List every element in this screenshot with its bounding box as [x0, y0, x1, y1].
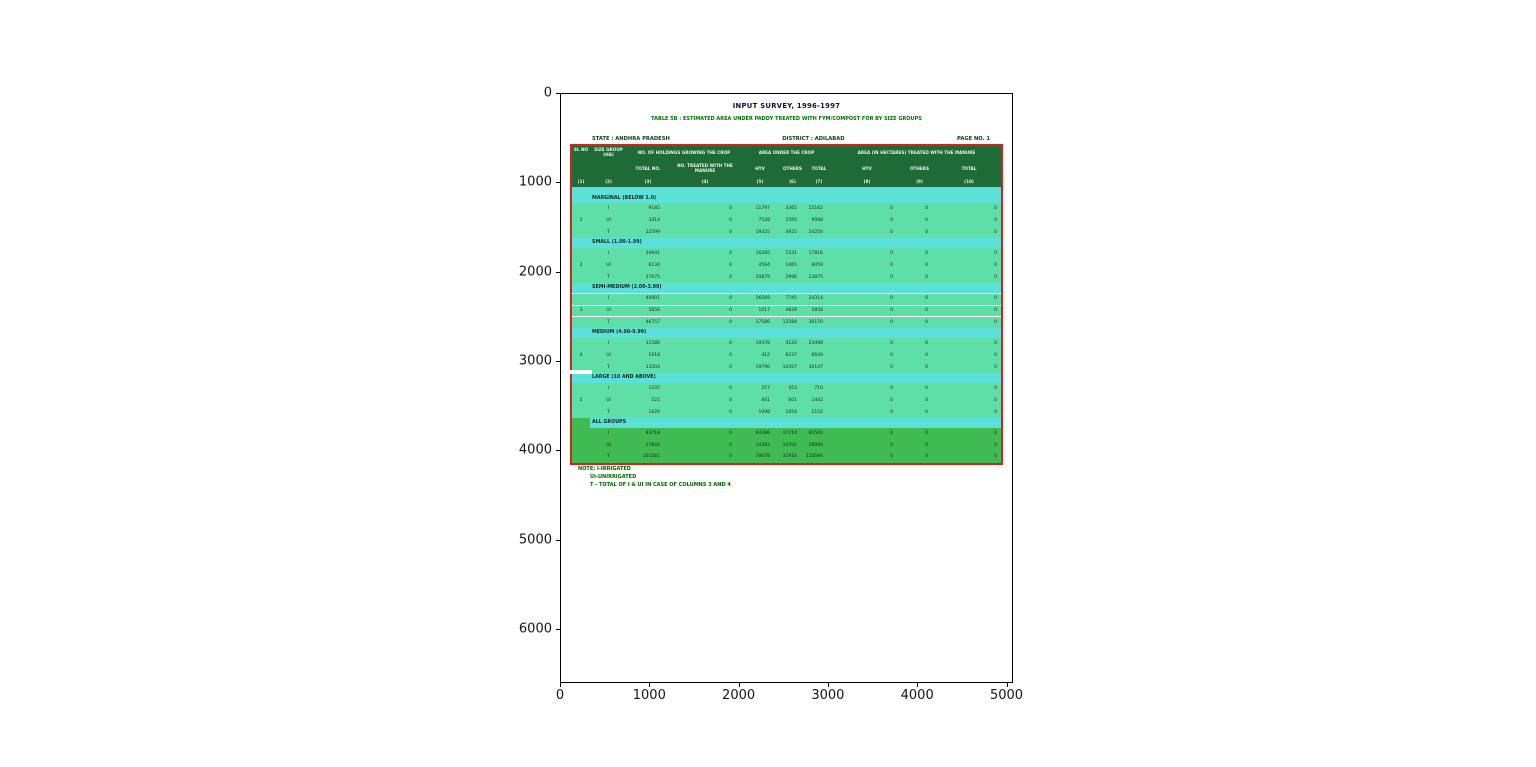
table-cell: 0: [890, 262, 893, 268]
table-cell: 0: [994, 262, 997, 268]
row-type-label: T: [607, 229, 610, 235]
table-cell: 24250: [808, 229, 823, 235]
table-cell: 841: [761, 397, 770, 403]
table-cell: 1560: [785, 217, 797, 223]
table-cell: 0: [925, 307, 928, 313]
table-cell: 11797: [755, 206, 770, 212]
table-cell: 0: [729, 262, 732, 268]
table-cell: 0: [994, 352, 997, 358]
table-cell: 0: [994, 397, 997, 403]
column-number: (9): [916, 179, 923, 185]
table-cell: 0: [890, 431, 893, 437]
row-type-label: T: [607, 364, 610, 370]
size-group-label: MARGINAL (BELOW 1.0): [572, 193, 1001, 203]
table-cell: 15162: [808, 206, 823, 212]
table-cell: 12599: [645, 229, 660, 235]
y-tick-mark: [556, 93, 560, 94]
table-cell: 0: [994, 442, 997, 448]
serial-number: 2: [579, 262, 583, 268]
table-cell: 20879: [755, 274, 770, 280]
table-cell: 521: [651, 397, 660, 403]
table-cell: 17843: [645, 442, 660, 448]
table-cell: 1098: [758, 409, 770, 415]
size-group-label: LARGE (10 AND ABOVE): [572, 373, 1001, 383]
table-cell: 0: [925, 442, 928, 448]
table-cell: 0: [729, 397, 732, 403]
table-cell: 1918: [648, 352, 660, 358]
row-type-label: T: [607, 454, 610, 460]
table-cell: 0: [890, 409, 893, 415]
table-cell: 10357: [782, 364, 797, 370]
table-cell: 0: [925, 364, 928, 370]
header-treated-area-group: AREA (IN HECTARES) TREATED WITH THE MANURE: [857, 149, 976, 155]
y-axis-tick-label: 0: [543, 85, 552, 101]
table-cell: 16569: [755, 296, 770, 302]
y-tick-mark: [556, 629, 560, 630]
table-cell: 0: [925, 386, 928, 392]
table-cell: 0: [925, 352, 928, 358]
header-sl-no: SL NO: [573, 147, 589, 152]
table-cell: 1105: [648, 386, 660, 392]
header-treated-others: OTHERS: [909, 165, 930, 171]
row-type-label: I: [607, 386, 610, 392]
table-cell: 0: [994, 454, 997, 460]
table-cell: 0: [890, 386, 893, 392]
y-axis-tick-label: 3000: [518, 353, 552, 369]
table-cell: 12584: [782, 319, 797, 325]
table-cell: 0: [729, 409, 732, 415]
table-cell: 710: [814, 386, 823, 392]
table-cell: 20941: [645, 251, 660, 257]
table-cell: 30147: [808, 364, 823, 370]
row-type-label: I: [607, 296, 610, 302]
table-cell: 0: [925, 431, 928, 437]
x-axis-tick-label: 4000: [900, 688, 934, 703]
row-type-label: UI: [606, 217, 611, 223]
table-cell: 0: [890, 307, 893, 313]
header-area-group: AREA UNDER THE CROP: [758, 149, 815, 155]
header-area-others: OTHERS: [782, 165, 803, 171]
table-cell: 0: [925, 319, 928, 325]
table-section: [572, 238, 1001, 283]
serial-number: 3: [579, 307, 583, 313]
table-cell: 6134: [648, 262, 660, 268]
table-cell: 0: [729, 364, 732, 370]
table-cell: 4120: [785, 341, 797, 347]
column-number: (8): [863, 179, 871, 185]
table-cell: 0: [890, 442, 893, 448]
row-type-label: I: [607, 431, 610, 437]
serial-number: 5: [579, 397, 583, 403]
table-cell: 81500: [808, 431, 823, 437]
y-axis-tick-label: 4000: [518, 442, 552, 458]
table-cell: 1054: [785, 409, 797, 415]
table-cell: 0: [925, 296, 928, 302]
table-cell: 0: [994, 364, 997, 370]
x-axis-tick-label: 3000: [811, 688, 845, 703]
table-cell: 0: [890, 274, 893, 280]
table-cell: 19378: [755, 341, 770, 347]
header-treated-hyv: HYV: [862, 165, 872, 171]
table-cell: 4839: [785, 307, 797, 313]
district-label: DISTRICT : ADILABAD: [782, 136, 845, 142]
x-axis-tick-label: 2000: [722, 688, 756, 703]
table-cell: 0: [729, 386, 732, 392]
table-cell: 19325: [755, 229, 770, 235]
column-number: (1): [577, 179, 585, 185]
table-cell: 17586: [755, 319, 770, 325]
note-line-2: UI-UNIRRIGATED: [590, 474, 637, 480]
y-tick-mark: [556, 272, 560, 273]
header-size-group: SIZE GROUP (HA): [594, 147, 623, 157]
table-cell: 6237: [785, 352, 797, 358]
table-cell: 412: [761, 352, 770, 358]
table-cell: 0: [729, 352, 732, 358]
table-cell: 46757: [645, 319, 660, 325]
table-cell: 0: [729, 307, 732, 313]
header-area-hyv: HYV: [755, 165, 765, 171]
y-axis-tick-label: 2000: [518, 264, 552, 280]
row-type-label: T: [607, 409, 610, 415]
row-type-label: UI: [606, 262, 611, 268]
size-group-label: MEDIUM (4.00-9.99): [572, 328, 1001, 338]
page-meta-row: [592, 136, 990, 142]
x-tick-mark: [649, 683, 650, 687]
table-cell: 0: [729, 442, 732, 448]
table-body: [572, 193, 1001, 463]
page-title: INPUT SURVEY, 1996-1997: [732, 102, 841, 110]
table-cell: 11586: [645, 341, 660, 347]
table-cell: 78678: [755, 454, 770, 460]
table-cell: 0: [925, 409, 928, 415]
table-cell: 6059: [811, 262, 823, 268]
table-cell: 0: [925, 341, 928, 347]
table-cell: 3414: [648, 217, 660, 223]
table-cell: 0: [925, 229, 928, 235]
row-type-label: UI: [606, 397, 611, 403]
x-tick-mark: [1007, 683, 1008, 687]
table-cell: 0: [729, 296, 732, 302]
column-number: (3): [644, 179, 652, 185]
table-cell: 7745: [785, 296, 797, 302]
table-cell: 0: [890, 397, 893, 403]
table-cell: 1465: [785, 262, 797, 268]
table-cell: 0: [890, 217, 893, 223]
table-cell: 0: [994, 319, 997, 325]
y-tick-mark: [556, 182, 560, 183]
table-cell: 0: [994, 431, 997, 437]
table-cell: 0: [925, 217, 928, 223]
table-cell: 24314: [808, 296, 823, 302]
row-type-label: T: [607, 274, 610, 280]
row-type-label: UI: [606, 442, 611, 448]
table-cell: 0: [994, 296, 997, 302]
table-section: [572, 328, 1001, 373]
table-cell: 453: [788, 386, 797, 392]
scan-white-line: [572, 305, 1001, 306]
table-cell: 14702: [782, 442, 797, 448]
table-cell: 17816: [808, 251, 823, 257]
x-tick-mark: [560, 683, 561, 687]
table-cell: 1531: [785, 251, 797, 257]
table-cell: 0: [925, 251, 928, 257]
table-cell: 0: [925, 397, 928, 403]
table-cell: 0: [994, 274, 997, 280]
table-cell: 101561: [642, 454, 660, 460]
table-cell: 0: [890, 352, 893, 358]
table-section: [572, 373, 1001, 418]
table-cell: 0: [729, 229, 732, 235]
scan-white-line: [572, 293, 1001, 294]
column-number: (5): [756, 179, 764, 185]
table-section: [572, 193, 1001, 238]
table-cell: 0: [994, 341, 997, 347]
row-type-label: I: [607, 251, 610, 257]
table-cell: 1626: [648, 409, 660, 415]
table-cell: 2152: [811, 409, 823, 415]
table-cell: 0: [729, 431, 732, 437]
table-cell: 14392: [755, 442, 770, 448]
table-cell: 5856: [811, 307, 823, 313]
table-cell: 17214: [782, 431, 797, 437]
scan-white-line: [572, 316, 1001, 317]
row-type-label: UI: [606, 307, 611, 313]
table-cell: 0: [994, 217, 997, 223]
table-cell: 0: [925, 274, 928, 280]
column-number: (6): [789, 179, 796, 185]
y-tick-mark: [556, 361, 560, 362]
table-cell: 7528: [758, 217, 770, 223]
table-cell: 257: [761, 386, 770, 392]
data-table: [570, 144, 1003, 465]
x-axis-tick-label: 5000: [989, 688, 1024, 703]
table-cell: 40901: [645, 296, 660, 302]
table-cell: 23498: [808, 341, 823, 347]
table-cell: 27075: [645, 274, 660, 280]
x-tick-mark: [739, 683, 740, 687]
table-cell: 0: [890, 319, 893, 325]
table-cell: 0: [729, 274, 732, 280]
header-holdings-group: NO. OF HOLDINGS GROWING THE CROP: [637, 149, 731, 155]
table-cell: 6649: [811, 352, 823, 358]
note-line-3: T - TOTAL OF I & UI IN CASE OF COLUMNS 3 AND 4: [590, 482, 731, 488]
table-cell: 0: [890, 229, 893, 235]
row-type-label: I: [607, 341, 610, 347]
table-cell: 0: [729, 206, 732, 212]
table-cell: 2996: [785, 274, 797, 280]
table-header: [572, 146, 1001, 187]
row-type-label: T: [607, 319, 610, 325]
header-no-treated: NO. TREATED WITH THE MANURE: [677, 163, 733, 173]
table-cell: 64286: [755, 431, 770, 437]
serial-number: 4: [579, 352, 583, 358]
table-cell: 0: [729, 454, 732, 460]
state-label: STATE : ANDHRA PRADESH: [592, 136, 670, 142]
size-group-label: SMALL (1.00-1.99): [572, 238, 1001, 248]
serial-number: 1: [579, 217, 583, 223]
column-number: (2): [605, 179, 612, 185]
table-cell: 5856: [648, 307, 660, 313]
column-number: (10): [964, 179, 974, 185]
table-cell: 0: [994, 229, 997, 235]
table-cell: 16285: [755, 251, 770, 257]
table-cell: 0: [890, 364, 893, 370]
y-tick-mark: [556, 540, 560, 541]
table-cell: 0: [994, 251, 997, 257]
table-cell: 0: [729, 217, 732, 223]
column-number: (7): [815, 179, 823, 185]
table-cell: 29094: [808, 442, 823, 448]
table-section: [572, 283, 1001, 328]
header-area-total: TOTAL: [811, 165, 827, 171]
table-cell: 83718: [645, 431, 660, 437]
table-cell: 4594: [758, 262, 770, 268]
table-cell: 0: [994, 206, 997, 212]
table-cell: 9088: [811, 217, 823, 223]
y-axis-tick-label: 6000: [518, 621, 552, 637]
table-cell: 3365: [785, 206, 797, 212]
note-line-1: NOTE: I-IRRIGATED: [578, 466, 631, 472]
table-cell: 31916: [782, 454, 797, 460]
x-tick-mark: [917, 683, 918, 687]
serial-number: [572, 418, 590, 463]
page-subtitle: TABLE 5B : ESTIMATED AREA UNDER PADDY TREATED WITH FYM/COMPOST FOR BY SIZE GROUPS: [651, 116, 922, 122]
table-cell: 0: [890, 296, 893, 302]
column-number: (4): [701, 179, 709, 185]
x-axis-tick-label: 0: [555, 688, 565, 703]
table-cell: 0: [729, 251, 732, 257]
size-group-label: ALL GROUPS: [590, 418, 1001, 428]
table-cell: 0: [729, 319, 732, 325]
table-cell: 0: [925, 454, 928, 460]
y-axis-tick-label: 5000: [518, 532, 552, 547]
table-cell: 4925: [785, 229, 797, 235]
table-cell: 0: [925, 206, 928, 212]
table-cell: 19790: [755, 364, 770, 370]
table-cell: 0: [994, 409, 997, 415]
y-axis-tick-label: 1000: [518, 174, 552, 190]
header-treated-total: TOTAL: [961, 165, 977, 171]
row-type-label: I: [607, 206, 610, 212]
table-cell: 0: [925, 262, 928, 268]
row-type-label: UI: [606, 352, 611, 358]
table-cell: 9185: [648, 206, 660, 212]
table-section: [572, 418, 1001, 463]
table-cell: 13504: [645, 364, 660, 370]
table-cell: 0: [890, 206, 893, 212]
x-axis-tick-label: 1000: [632, 688, 666, 703]
table-cell: 0: [890, 251, 893, 257]
page-number: PAGE NO. 1: [957, 136, 990, 142]
table-cell: 1017: [758, 307, 770, 313]
table-cell: 0: [729, 341, 732, 347]
table-cell: 30170: [808, 319, 823, 325]
table-cell: 1442: [811, 397, 823, 403]
table-cell: 0: [890, 454, 893, 460]
y-tick-mark: [556, 450, 560, 451]
table-cell: 110594: [806, 454, 823, 460]
header-total-no: TOTAL NO.: [635, 165, 661, 171]
table-cell: 23875: [808, 274, 823, 280]
table-cell: 0: [890, 341, 893, 347]
size-group-label: SEMI-MEDIUM (2.00-3.99): [572, 283, 1001, 293]
table-cell: 0: [994, 386, 997, 392]
table-cell: 601: [788, 397, 797, 403]
table-cell: 0: [994, 307, 997, 313]
x-tick-mark: [828, 683, 829, 687]
scan-white-patch: [566, 370, 592, 374]
